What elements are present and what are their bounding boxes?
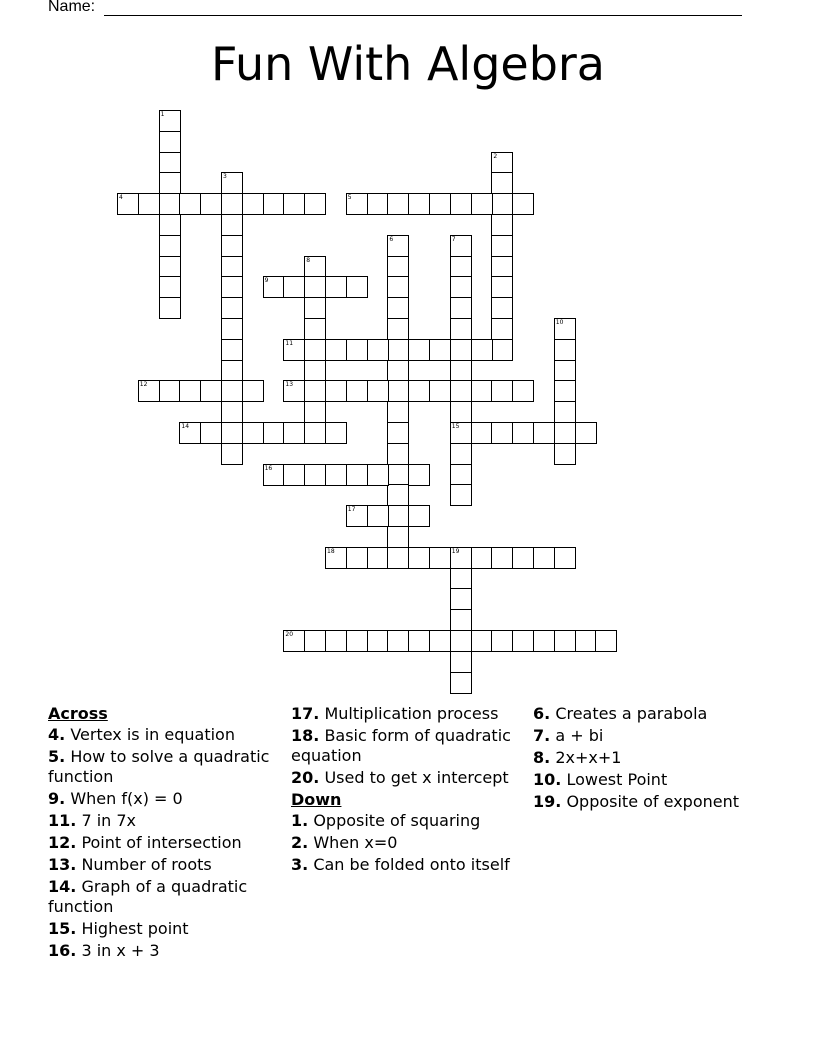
crossword-cell[interactable] [491,380,513,402]
crossword-cell[interactable] [325,464,347,486]
crossword-cell[interactable] [159,172,181,194]
clue-across-5: 5. How to solve a quadratic function [48,747,270,786]
crossword-cell[interactable] [450,297,472,319]
crossword-cell[interactable] [221,401,243,423]
crossword-cell[interactable] [221,318,243,340]
crossword-cell[interactable] [387,505,409,527]
crossword-cell[interactable] [367,339,389,361]
crossword-cell[interactable] [471,422,493,444]
crossword-cell[interactable] [450,464,472,486]
crossword-cell[interactable] [159,152,181,174]
crossword-cell[interactable] [491,256,513,278]
clue-across-12: 12. Point of intersection [48,833,242,852]
page-title: Fun With Algebra [211,37,605,91]
crossword-cell[interactable] [159,297,181,319]
crossword-cell[interactable] [221,172,243,194]
crossword-cell[interactable] [387,380,409,402]
crossword-cell[interactable] [242,422,264,444]
crossword-cell[interactable] [179,380,201,402]
crossword-cell[interactable] [367,505,389,527]
crossword-cell[interactable] [554,630,576,652]
clue-across-14: 14. Graph of a quadratic function [48,877,248,916]
crossword-cell[interactable] [450,630,472,652]
clue-across-4: 4. Vertex is in equation [48,725,235,744]
crossword-cell[interactable] [283,630,305,652]
clue-across-17: 17. Multiplication process [291,704,499,723]
clue-down-8: 8. 2x+x+1 [533,748,622,767]
crossword-cell[interactable] [429,339,451,361]
across-heading: Across [48,704,108,723]
crossword-cell[interactable] [450,484,472,506]
crossword-cell[interactable] [512,630,534,652]
crossword-cell[interactable] [304,276,326,298]
crossword-cell[interactable] [387,276,409,298]
crossword-cell[interactable] [429,380,451,402]
crossword-cell[interactable] [575,422,597,444]
crossword-cell[interactable] [346,630,368,652]
crossword-cell[interactable] [554,380,576,402]
clue-across-13: 13. Number of roots [48,855,212,874]
crossword-cell[interactable] [138,380,160,402]
cell-number: 1 [160,111,165,118]
crossword-cell[interactable] [221,214,243,236]
crossword-cell[interactable] [387,297,409,319]
crossword-cell[interactable] [387,526,409,548]
crossword-cell[interactable] [554,360,576,382]
crossword-cell[interactable] [554,422,576,444]
crossword-cell[interactable] [408,193,430,215]
crossword-cell[interactable] [554,401,576,423]
cell-number: 9 [264,277,269,285]
crossword-cell[interactable] [263,193,285,215]
crossword-cell[interactable] [387,193,409,215]
crossword-cell[interactable] [304,318,326,340]
crossword-cell[interactable] [304,401,326,423]
crossword-cell[interactable] [408,380,430,402]
crossword-cell[interactable] [450,672,472,694]
crossword-cell[interactable] [159,193,181,215]
crossword-cell[interactable] [512,422,534,444]
crossword-cell[interactable] [283,339,305,361]
crossword-cell[interactable] [450,235,472,257]
crossword-cell[interactable] [179,422,201,444]
crossword-cell[interactable] [450,588,472,610]
crossword-cell[interactable] [450,256,472,278]
crossword-cell[interactable] [450,193,472,215]
crossword-cell[interactable] [304,464,326,486]
crossword-cell[interactable] [387,630,409,652]
crossword-cell[interactable] [450,443,472,465]
crossword-cell[interactable] [387,360,409,382]
crossword-cell[interactable] [221,380,243,402]
cell-number: 15 [451,423,460,430]
clue-across-18: 18. Basic form of quadratic equation [291,726,511,765]
crossword-cell[interactable] [200,193,222,215]
crossword-cell[interactable] [387,484,409,506]
crossword-cell[interactable] [450,318,472,340]
crossword-cell[interactable] [159,256,181,278]
crossword-cell[interactable] [450,360,472,382]
cell-number: 14 [181,423,190,430]
crossword-cell[interactable] [263,276,285,298]
crossword-cell[interactable] [429,193,451,215]
crossword-cell[interactable] [367,547,389,569]
crossword-cell[interactable] [346,339,368,361]
clue-down-6: 6. Creates a parabola [533,704,708,723]
crossword-cell[interactable] [512,193,534,215]
cell-number: 11 [285,339,294,347]
clue-across-20: 20. Used to get x intercept [291,768,509,787]
crossword-cell[interactable] [346,505,368,527]
crossword-cell[interactable] [346,464,368,486]
crossword-cell[interactable] [283,464,305,486]
crossword-cell[interactable] [325,547,347,569]
crossword-cell[interactable] [554,547,576,569]
cell-number: 19 [451,547,460,555]
clue-across-11: 11. 7 in 7x [48,811,137,830]
crossword-cell[interactable] [471,630,493,652]
crossword-cell[interactable] [471,193,493,215]
crossword-cell[interactable] [263,464,285,486]
crossword-cell[interactable] [179,193,201,215]
crossword-cell[interactable] [221,235,243,257]
crossword-cell[interactable] [325,380,347,402]
down-heading: Down [291,790,342,809]
crossword-cell[interactable] [221,256,243,278]
crossword-cell[interactable] [346,547,368,569]
clue-down-10: 10. Lowest Point [533,770,668,789]
crossword-cell[interactable] [471,547,493,569]
name-label: Name: [48,0,96,15]
crossword-cell[interactable] [429,547,451,569]
clue-across-9: 9. When f(x) = 0 [48,789,183,808]
crossword-cell[interactable] [346,193,368,215]
crossword-cell[interactable] [491,422,513,444]
crossword-cell[interactable] [491,276,513,298]
crossword-cell[interactable] [387,318,409,340]
clue-across-15: 15. Highest point [48,919,189,938]
crossword-cell[interactable] [159,380,181,402]
crossword-cell[interactable] [304,339,326,361]
crossword-cell[interactable] [533,422,555,444]
crossword-cell[interactable] [575,630,597,652]
crossword-cell[interactable] [242,193,264,215]
crossword-cell[interactable] [554,443,576,465]
crossword-cell[interactable] [304,380,326,402]
crossword-cell[interactable] [471,380,493,402]
crossword-cell[interactable] [367,193,389,215]
crossword-cell[interactable] [408,505,430,527]
crossword-cell[interactable] [304,422,326,444]
crossword-cell[interactable] [387,443,409,465]
crossword-cell[interactable] [408,339,430,361]
crossword-cell[interactable] [491,339,513,361]
crossword-cell[interactable] [450,609,472,631]
crossword-cell[interactable] [304,360,326,382]
crossword-cell[interactable] [491,214,513,236]
cell-number: 13 [285,381,294,389]
clues-column-2 [291,704,511,877]
clue-down-7: 7. a + bi [533,726,604,745]
crossword-cell[interactable] [491,547,513,569]
crossword-cell[interactable] [159,214,181,236]
crossword-cell[interactable] [491,235,513,257]
crossword-cell[interactable] [512,547,534,569]
crossword-cell[interactable] [367,380,389,402]
crossword-cell[interactable] [450,547,472,569]
clue-across-16: 16. 3 in x + 3 [48,941,160,960]
crossword-cell[interactable] [221,360,243,382]
crossword-cell[interactable] [450,276,472,298]
crossword-cell[interactable] [346,380,368,402]
cell-number: 3 [223,173,227,181]
clue-down-19: 19. Opposite of exponent [533,792,739,811]
crossword-cell[interactable] [491,193,513,215]
crossword-cell[interactable] [408,464,430,486]
crossword-cell[interactable] [554,339,576,361]
crossword-cell[interactable] [533,547,555,569]
crossword-cell[interactable] [491,318,513,340]
crossword-cell[interactable] [304,630,326,652]
crossword-cell[interactable] [346,276,368,298]
crossword-cell[interactable] [221,422,243,444]
clues-column-1 [48,704,280,963]
crossword-cell[interactable] [450,380,472,402]
crossword-cell[interactable] [408,630,430,652]
crossword-cell[interactable] [595,630,617,652]
cell-number: 5 [347,194,352,202]
crossword-cell[interactable] [159,131,181,153]
crossword-cell[interactable] [283,276,305,298]
cell-number: 16 [264,464,273,472]
cell-number: 10 [555,319,564,326]
crossword-cell[interactable] [159,110,181,132]
clue-down-2: 2. When x=0 [291,833,398,852]
crossword-cell[interactable] [367,464,389,486]
crossword-cell[interactable] [491,172,513,194]
crossword-cell[interactable] [283,380,305,402]
crossword-cell[interactable] [408,547,430,569]
crossword-cell[interactable] [325,422,347,444]
cell-number: 2 [493,152,498,160]
crossword-cell[interactable] [325,630,347,652]
crossword-cell[interactable] [221,193,243,215]
crossword-cell[interactable] [491,297,513,319]
crossword-cell[interactable] [221,297,243,319]
crossword-cell[interactable] [387,339,409,361]
cell-number: 8 [306,256,311,264]
crossword-cell[interactable] [138,193,160,215]
cell-number: 6 [389,235,394,243]
cell-number: 12 [139,381,148,389]
cell-number: 17 [347,506,356,514]
clues-column-3 [533,704,773,814]
crossword-cell[interactable] [221,339,243,361]
crossword-cell[interactable] [283,193,305,215]
crossword-cell[interactable] [450,339,472,361]
crossword-cell[interactable] [159,276,181,298]
crossword-cell[interactable] [471,339,493,361]
crossword-cell[interactable] [387,547,409,569]
crossword-cell[interactable] [283,422,305,444]
clue-down-3: 3. Can be folded onto itself [291,855,510,874]
crossword-cell[interactable] [491,152,513,174]
crossword-cell[interactable] [387,464,409,486]
crossword-cell[interactable] [221,276,243,298]
crossword-cell[interactable] [304,297,326,319]
crossword-cell[interactable] [450,651,472,673]
crossword-cell[interactable] [242,380,264,402]
crossword-cell[interactable] [221,443,243,465]
crossword-cell[interactable] [387,422,409,444]
crossword-cell[interactable] [159,235,181,257]
crossword-cell[interactable] [387,235,409,257]
cell-number: 20 [285,631,294,638]
cell-number: 18 [327,547,335,555]
crossword-cell[interactable] [263,422,285,444]
crossword-cell[interactable] [491,630,513,652]
crossword-cell[interactable] [367,630,389,652]
clue-down-1: 1. Opposite of squaring [291,811,481,830]
crossword-cell[interactable] [450,422,472,444]
crossword-cell[interactable] [450,401,472,423]
crossword-cell[interactable] [387,401,409,423]
crossword-cell[interactable] [554,318,576,340]
crossword-cell[interactable] [325,339,347,361]
crossword-cell[interactable] [429,630,451,652]
crossword-cell[interactable] [117,193,139,215]
crossword-cell[interactable] [387,256,409,278]
crossword-cell[interactable] [325,276,347,298]
crossword-cell[interactable] [533,630,555,652]
crossword-cell[interactable] [200,380,222,402]
crossword-cell[interactable] [304,256,326,278]
crossword-cell[interactable] [450,568,472,590]
cell-number: 7 [451,235,456,243]
cell-number: 4 [119,194,123,202]
crossword-cell[interactable] [200,422,222,444]
crossword-cell[interactable] [304,193,326,215]
crossword-cell[interactable] [512,380,534,402]
